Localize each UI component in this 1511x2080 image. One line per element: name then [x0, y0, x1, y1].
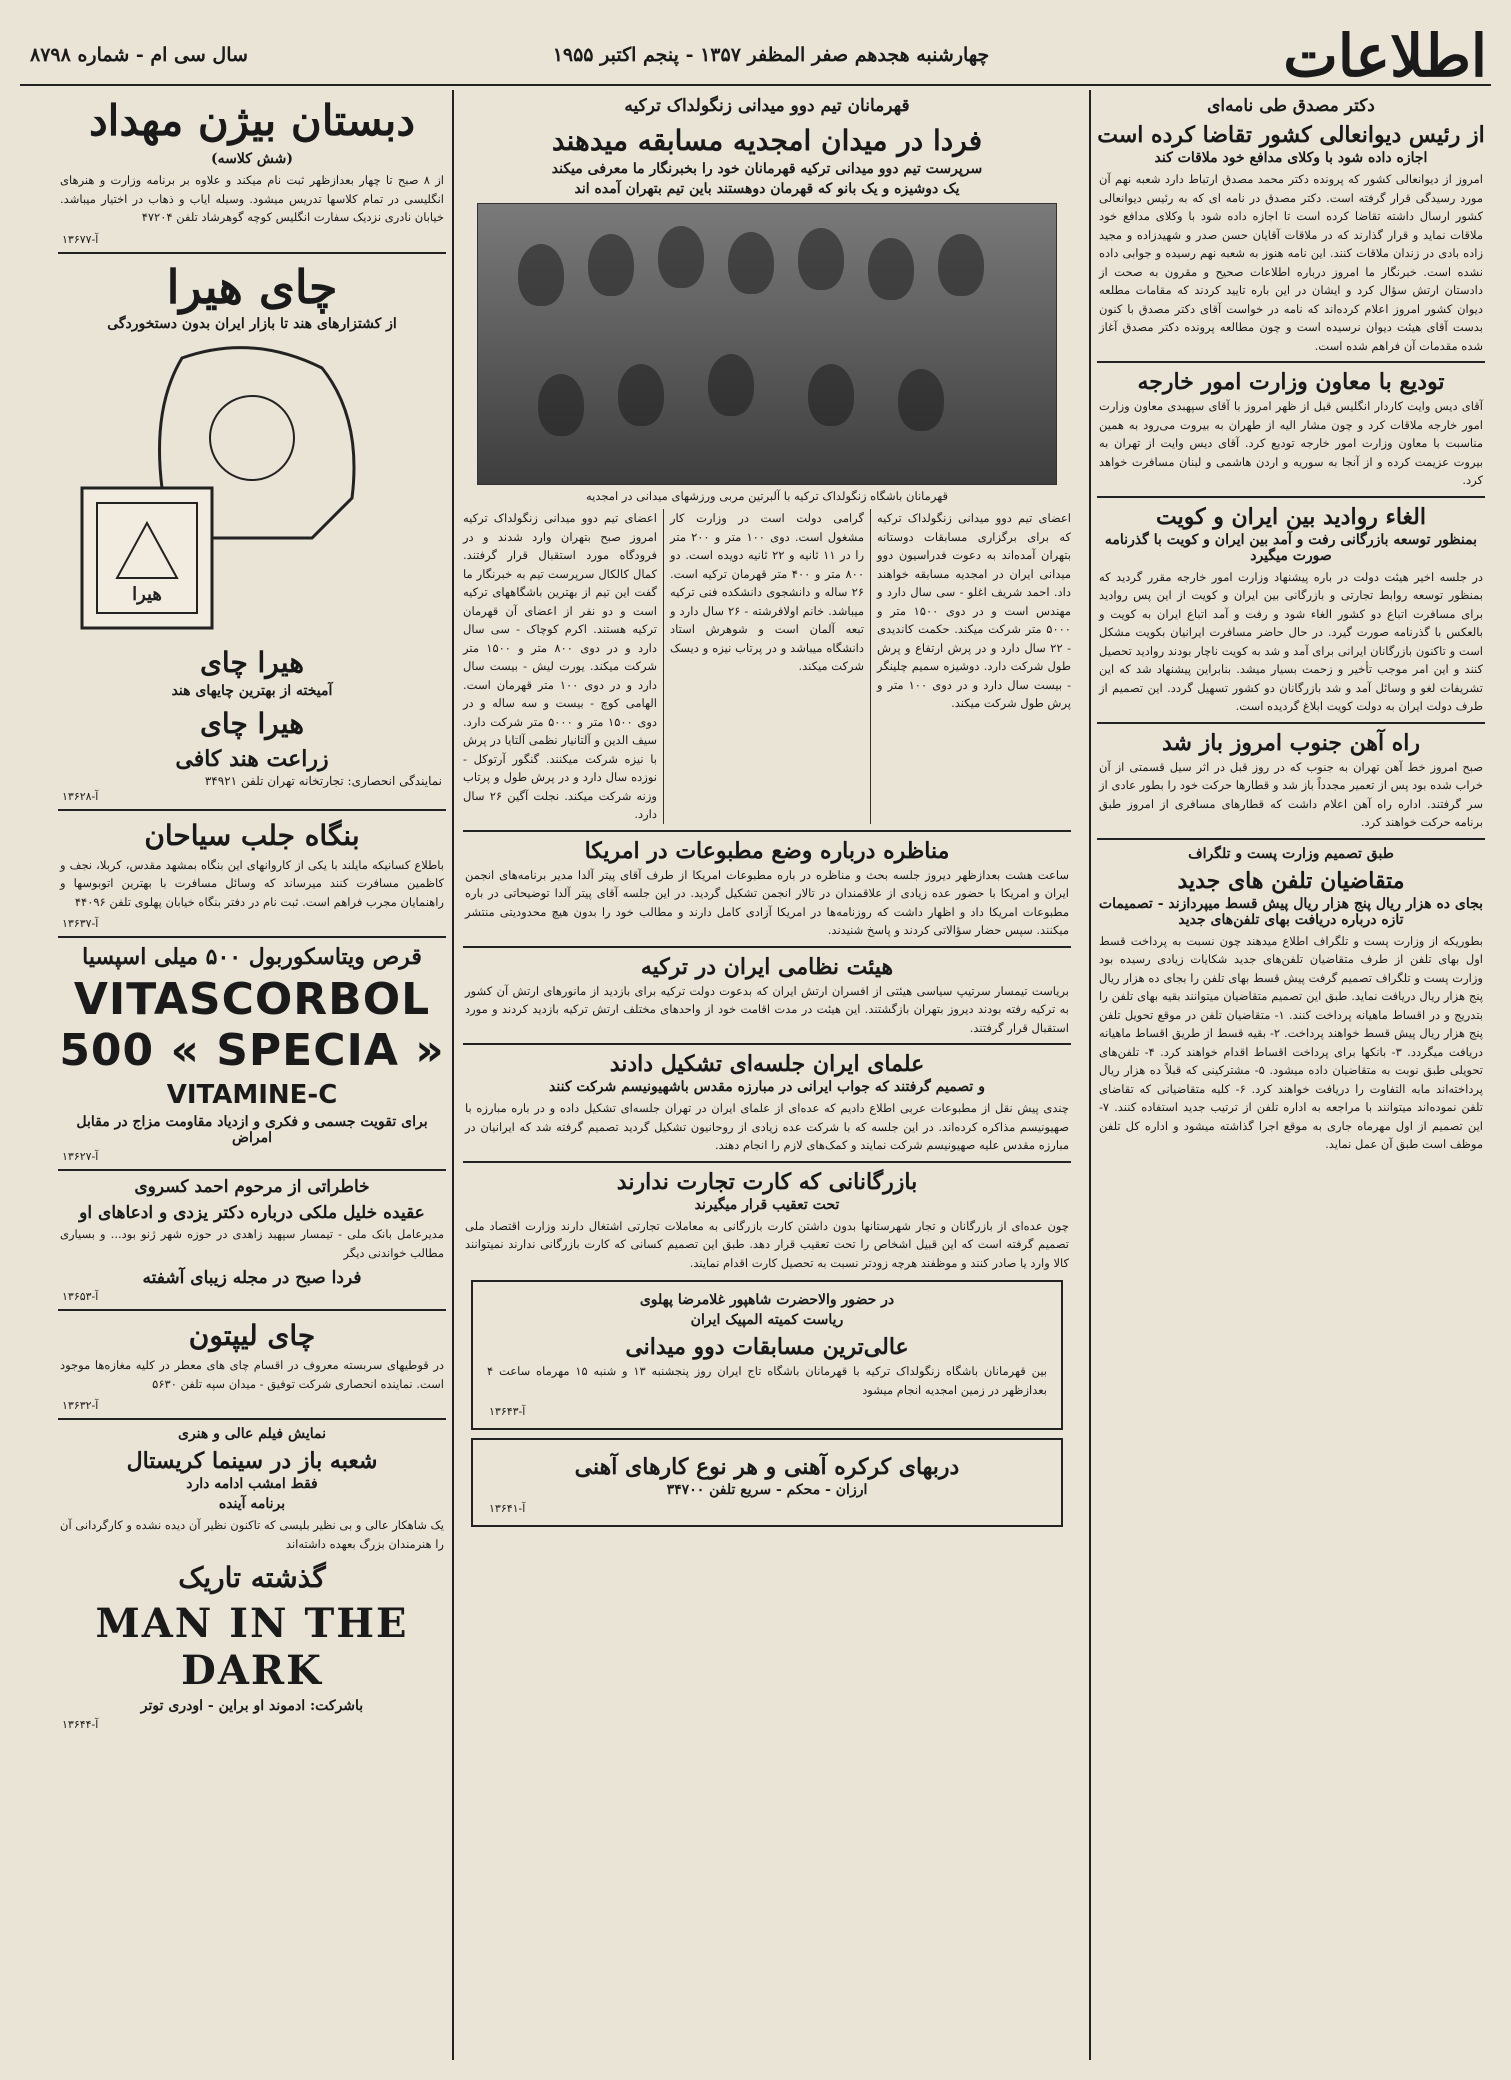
memoir-title-2: عقیده خلیل ملکی درباره دکتر یزدی و ادعاهای او	[79, 1203, 425, 1223]
event-ad	[471, 1280, 1063, 1430]
doors-code: آ-۱۳۶۴۱	[489, 1502, 526, 1515]
cinema-film-title: گذشته تاریک	[178, 1561, 326, 1594]
tourism-headline: بنگاه جلب سیاحان	[144, 818, 360, 852]
tea-code: آ-۱۳۶۲۸	[62, 789, 99, 803]
tea-woman-and-box-icon	[62, 338, 442, 638]
cinema-line-1: فقط امشب ادامه دارد	[186, 1476, 318, 1492]
tea-agent: نمایندگی انحصاری: تجارتخانه تهران تلفن ۳۴۹۲۱	[204, 773, 442, 788]
lipton-code: آ-۱۳۶۳۲	[62, 1399, 99, 1412]
clergy-body: چندی پیش نقل از مطبوعات عربی اطلاع دادیم که عده‌ای از علمای ایران در تهران جلسه‌ای تشکیل داده و در باره مبارزه با صهیونیسم مذاکره کرده‌اند. در این جلسه که با شرکت عده زیادی از روحانیون تشکیل گردید تصمیم گرفته شد که ایرانیان در مبارزه مقدس علیه صهیونیسم شرکت نمایند و کمک‌های لازم را انجام دهند.	[465, 1101, 1069, 1152]
cinema-cast: باشرکت: ادموند او براین - اودری توتر	[140, 1698, 364, 1714]
divider	[58, 252, 446, 254]
memoir-title-1: خاطراتی از مرحوم احمد کسروی	[134, 1177, 370, 1197]
debate-body: ساعت هشت بعدازظهر دیروز جلسه بحث و مناظره در باره مطبوعات امریکا از طرف آقای پیتر آلدا مدیر برنامه‌های انجمن ایران و امریکا با حضور عده زیادی از علاقمندان در تالار انجمن تشکیل گردید. در این جلسه آقای پیتر آلدا توضیحاتی در باره مطبوعات امریکا داد و اظهار داشت که روزنامه‌ها در امریکا آزادی کامل دارند و مطالب خود را بدون هیچ محدودیتی منتشر میکنند. سپس حضار سؤالاتی کردند و پاسخ شنیدند.	[465, 867, 1069, 937]
telephone-body: بطوریکه از وزارت پست و تلگراف اطلاع میدهند چون نسبت به پرداخت قسط اول بهای تلفن از طرف متقاضیان تلفن‌های جدید شکایات زیادی رسیده بود وزارت پست و تلگراف تصمیم گرفت پیش قسط بهای تلفن را بجای ده هزار ریال پنج هزار ریال دریافت نماید. طبق این تصمیم متقاضیان میتوانند بقیه بهای تلفن را بتدریج و در اقساط ماهیانه پرداخت کنند. ۱- متقاضیان تلفن در موقع تحویل تلفن پنج هزار ریال پیش قسط خواهند پرداخت. ۲- بقیه قسط از طریق اقساط ماهیانه دریافت میگردد. ۳- بانکها برای پرداخت اقساط اقدام خواهند کرد. ۴- تلفن‌های تحویلی طبق نوبت به متقاضیان داده میشود. ۵- مشترکینی که قبلاً ده هزار ریال پرداخته‌اند مابه التفاوت را دریافت خواهند کرد. ۶- کلیه متقاضیانی که تقاضای تلفن نموده‌اند میتوانند با مراجعه به اداره تلفن از ترتیب جدید استفاده کنند. ۷- این تصمیم از اول مهرماه جاری به موقع اجرا گذاشته میشود و اداره کل تلفن موظف است طبق آن عمل نماید.	[1099, 933, 1484, 1151]
mossadegh-subhead: اجازه داده شود با وکلای مدافع خود ملاقات کند	[1154, 150, 1428, 166]
debate-headline: مناظره درباره وضع مطبوعات در امریکا	[584, 837, 950, 864]
memoir-bottom: فردا صبح در مجله زیبای آشفته	[142, 1268, 362, 1288]
divider	[1097, 496, 1485, 498]
farewell-body: آقای دیس وایت کاردار انگلیس قبل از ظهر امروز با آقای سپهبدی معاون وزارت امور خارجه ملاقات کرد و چون مشار الیه از طهران به بیروت می‌رود به همین مناسبت با معاون وزارت امور خارجه تودیع کرد. آقای دیس وایت از تهران به بیروت عزیمت کرده و از آنجا به سوریه و اردن هاشمی و لبنان مسافرت خواهد کرد.	[1099, 399, 1483, 487]
divider	[463, 1043, 1071, 1045]
tea-tagline: از کشتزارهای هند تا بازار ایران بدون دستخوردگی	[107, 315, 397, 332]
cinema-line-2: برنامه آینده	[218, 1496, 286, 1512]
mossadegh-kicker: دکتر مصدق طی نامه‌ای	[1207, 96, 1375, 116]
tourism-code: آ-۱۳۶۳۷	[62, 917, 99, 930]
tea-sole: زراعت هند کافی	[175, 745, 329, 772]
left-column	[52, 90, 454, 2060]
divider	[58, 1169, 446, 1171]
event-code: آ-۱۳۶۴۳	[489, 1405, 526, 1418]
memoir-code: آ-۱۳۶۵۳	[62, 1290, 99, 1303]
divider	[58, 936, 446, 938]
doors-ad	[471, 1438, 1063, 1527]
tea-name-2: هیرا چای	[200, 706, 304, 740]
railway-headline: راه آهن جنوب امروز باز شد	[1161, 729, 1421, 756]
merchants-headline: بازرگانانی که کارت تجارت ندارند	[616, 1168, 918, 1195]
newspaper-title: اطلاعات	[1283, 22, 1487, 90]
issue-number: سال سی ام - شماره ۸۷۹۸	[30, 44, 248, 66]
divider	[58, 1309, 446, 1311]
telephone-subhead: بجای ده هزار ریال پنج هزار ریال پیش قسط میپردازند - تصمیمات تازه درباره دریافت بهای تلفن‌های جدید	[1098, 895, 1484, 928]
athletics-headline: فردا در میدان امجدیه مسابقه میدهند	[551, 124, 983, 157]
kuwait-subhead: بمنظور توسعه بازرگانی رفت و آمد بین ایران و کویت با گذرنامه صورت میگیرد	[1104, 531, 1478, 564]
kuwait-body: در جلسه اخیر هیئت دولت در باره پیشنهاد وزارت امور خارجه مقرر گردید که بمنظور توسعه روابط تجارتی و بازرگانی بین ایران و کویت از این پس روادید برای مسافرت اتباع دو کشور الغاء شود و رفت و آمد اتباع ایران به کویت و بالعکس با گذرنامه صورت گیرد. در حال حاضر مسافرت ایرانیان بکویت مشکل است و تاکنون بازرگانان ایرانی برای آمد و شد به کویت ناچار بودند روادید تحصیل کنند و این امر موجب تأخیر و زحمت بسیار میشد. بنابراین پیشنهاد شد که این تشریفات لغو و وسائل آمد و شد بازرگانان دو کشور تسهیل گردد. این تصمیم از طرف دولت ایران به دولت کویت ابلاغ گردیده است.	[1099, 569, 1483, 713]
team-photo	[477, 203, 1057, 485]
event-title-1: در حضور والاحضرت شاهپور غلامرضا پهلوی	[639, 1292, 895, 1308]
event-headline: عالی‌ترین مسابقات دوو میدانی	[625, 1334, 909, 1360]
merchants-body: چون عده‌ای از بازرگانان و تجار شهرستانها بدون داشتن کارت بازرگانی به معاملات تجارتی اشتغال دارند وزارت اقتصاد ملی تصمیم گرفته است که این قبیل اشخاص را تحت تعقیب قرار دهد. طبق این تصمیم کسانی که کارت بازرگانی ندارند نمیتوانند کالا وارد یا صادر کنند و موظفند هرچه زودتر نسبت به تحصیل کارت اقدام نمایند.	[465, 1218, 1069, 1270]
tea-illustration	[62, 338, 442, 638]
clergy-subhead: و تصمیم گرفتند که جواب ایرانی در مبارزه مقدس باشهیونیسم شرکت کنند	[549, 1079, 985, 1095]
cinema-kicker: نمایش فیلم عالی و هنری	[178, 1426, 326, 1442]
divider	[1097, 722, 1485, 724]
school-subhead: (شش کلاسه)	[211, 151, 293, 167]
memoir-body: مدیرعامل بانک ملی - تیمسار سپهبد زاهدی در حوزه شهر ژنو بود... و بسیاری مطالب خواندنی دیگر	[60, 1227, 444, 1260]
vitascorbol-code: آ-۱۳۶۲۷	[62, 1150, 99, 1163]
cinema-body: یک شاهکار عالی و بی نظیر بلیسی که تاکنون نظیر آن دیده نشده و کارگردانی آن را هنرمندان بزرگ بعهده داشته‌اند	[60, 1518, 444, 1551]
vitascorbol-persian: قرص ویتاسکوربول ۵۰۰ میلی اسپسیا	[82, 944, 422, 970]
mission-headline: هیئت نظامی ایران در ترکیه	[640, 953, 894, 980]
divider	[1097, 838, 1485, 840]
railway-body: صبح امروز خط آهن تهران به جنوب که در روز قبل در اثر سیل قسمتی از آن خراب شده بود پس از تعمیر مجدداً باز شد و قطارها حرکت خود را بطور عادی از سر گرفتند. اداره راه آهن اعلام داشت که قطارهای مسافری از امروز طبق برنامه حرکت خواهند کرد.	[1099, 759, 1483, 829]
mossadegh-headline: از رئیس دیوانعالی کشور تقاضا کرده است	[1097, 122, 1485, 148]
tea-line-2: آمیخته از بهترین چایهای هند	[171, 682, 333, 699]
divider	[1097, 361, 1485, 363]
telephone-kicker: طبق تصمیم وزارت پست و تلگراف	[1188, 845, 1394, 862]
mission-body: بریاست تیمسار سرتیپ سیاسی هیئتی از افسران ارتش ایران که بدعوت دولت ترکیه برای بازدید از مانورهای ارتش آن کشور به ترکیه رفته بودند دیروز بتهران بازگشتند. این هیئت در مدت اقامت خود از واحدهای مختلف ارتش ترکیه بازدید کردند و مورد استقبال قرار گرفتند.	[465, 983, 1069, 1035]
athletics-column-1: اعضای تیم دوو میدانی زنگولداک ترکیه که برای برگزاری مسابقات دوستانه بتهران آمده‌اند به دعوت فدراسیون دوو میدانی ایران در امجدیه مسابقه خواهند داد. احمد شریف اغلو - سی سال دارد و مهندس است و در دوی ۱۵۰۰ متر و ۵۰۰۰ متر شرکت میکند. حکمت کاندیدی - ۲۲ سال دارد و در پرش ارتفاع و پرش طول شرکت دارد. دوشیزه سمیم چلینگر - بیست سال دارد و در دوی ۱۰۰ متر و پرش طول شرکت میکند.	[877, 511, 1072, 710]
athletics-subhead-1: سرپرست تیم دوو میدانی ترکیه قهرمانان خود را بخبرنگار ما معرفی میکند	[551, 161, 983, 177]
tourism-body: باطلاع کسانیکه مایلند با یکی از کاروانهای این بنگاه بمشهد مقدس، کربلا، نجف و کاظمین مسافرت کنند میرساند که وسائل مسافرت با بهترین اتوبوسها و راهنمایان مجرب فراهم است. ثبت نام در دفتر بنگاه خیابان پهلوی تلفن ۴۴۰۹۶	[60, 857, 444, 909]
merchants-subhead: تحت تعقیب قرار میگیرند	[694, 1196, 840, 1213]
clergy-headline: علمای ایران جلسه‌ای تشکیل دادند	[609, 1051, 925, 1077]
divider	[463, 946, 1071, 948]
middle-column	[457, 90, 1077, 2060]
school-code: آ-۱۳۶۷۷	[62, 232, 99, 246]
school-headline: دبستان بیژن مهداد	[88, 96, 416, 145]
photo-caption: قهرمانان باشگاه زنگولداک ترکیه با آلبرتین مربی ورزشهای میدانی در امجدیه	[585, 489, 948, 503]
cinema-film-latin: MAN IN THE DARK	[95, 1600, 409, 1694]
farewell-headline: تودیع با معاون وزارت امور خارجه	[1137, 369, 1445, 395]
issue-date: چهارشنبه هجدهم صفر المظفر ۱۳۵۷ - پنجم اکتبر ۱۹۵۵	[552, 44, 990, 66]
masthead	[20, 22, 1491, 90]
tea-box-label: هیرا	[132, 583, 162, 605]
athletics-column-2: گرامی دولت است در وزارت کار مشغول است. دوی ۱۰۰ متر و ۲۰۰ متر را در ۱۱ ثانیه و ۲۲ ثانیه دویده است. دو ۸۰۰ متر و ۴۰۰ متر قهرمان ترکیه است. ۲۶ ساله و دانشجوی دانشکده فنی ترکیه میباشد. خانم اولافرشته - ۲۶ سال دارد و تبعه آلمان است و شوهرش استاد دانشگاه میباشد و در پرتاب نیزه و دیسک شرکت میکند.	[664, 509, 871, 824]
divider	[58, 809, 446, 811]
divider	[463, 1161, 1071, 1163]
doors-body: ارزان - محکم - سریع تلفن ۳۴۷۰۰	[666, 1482, 868, 1498]
tea-brand: چای هیرا	[166, 259, 338, 314]
tea-name-1: هیرا چای	[200, 645, 304, 679]
lipton-body: در قوطیهای سربسته معروف در اقسام چای های معطر در کلیه مغازه‌ها موجود است. نماینده انحصاری شرکت توفیق - میدان سپه تلفن ۵۶۳۰	[60, 1358, 444, 1391]
right-column	[1089, 90, 1491, 2060]
athletics-column-3: اعضای تیم دوو میدانی زنگولداک ترکیه امروز صبح بتهران وارد شدند و در فرودگاه مورد استقبال قرار گرفتند. کمال کالکال سرپرست تیم به خبرنگار ما گفت این تیم از بهترین باشگاههای ترکیه است و دو نفر از اعضای آن قهرمان ترکیه هستند. اکرم کوچاک - سی سال دارد و در دوی ۸۰۰ متر و ۱۵۰۰ متر شرکت میکند. یورت لیش - بیست سال دارد و در دوی ۱۰۰ متر قهرمان است. الهامی کوچ - بیست و سه ساله و در دوی ۱۵۰۰ متر و ۵۰۰۰ متر شرکت دارد. سیف الدین و آلتانیار نظمی آلتایا در پرش با نیزه شرکت میکنند. گنگور آرتوکل - نوزده سال دارد و در پرش طول و پرتاب وزنه شرکت میکند. نجلت آگین ۲۶ سال دارد.	[457, 509, 664, 824]
doors-headline: دربهای کرکره آهنی و هر نوع کارهای آهنی	[574, 1454, 960, 1480]
divider	[463, 830, 1071, 832]
school-body: از ۸ صبح تا چهار بعدازظهر ثبت نام میکند و علاوه بر برنامه وزارت و هنرهای انگلیسی در تمام کلاسها تدریس میشود. وسیله ایاب و ذهاب در اختیار میباشد. خیابان نادری نزدیک سفارت انگلیس کوچه گوهرشاد تلفن ۴۷۲۰۴	[60, 173, 444, 224]
vitascorbol-note: برای تقویت جسمی و فکری و ازدیاد مقاومت مزاج در مقابل امراض	[76, 1114, 428, 1146]
cinema-headline: شعبه باز در سینما کریستال	[126, 1448, 378, 1474]
event-title-2: ریاست کمیته المپیک ایران	[690, 1312, 844, 1328]
event-body: بین قهرمانان باشگاه زنگولداک ترکیه با قهرمانان باشگاه تاج ایران روز پنجشنبه ۱۳ و شنبه ۱۵ مهرماه ساعت ۴ بعدازظهر در زمین امجدیه انجام میشود	[487, 1364, 1047, 1397]
lipton-headline: چای لیپتون	[188, 1319, 316, 1352]
kuwait-headline: الغاء روادید بین ایران و کویت	[1156, 503, 1426, 530]
divider	[58, 1418, 446, 1420]
telephone-headline: متقاضیان تلفن های جدید	[1177, 867, 1405, 894]
vitascorbol-latin: VITASCORBOL 500 « SPECIA »	[59, 974, 445, 1076]
vitamine-c: VITAMINE-C	[166, 1080, 338, 1110]
athletics-kicker: قهرمانان تیم دوو میدانی زنگولداک ترکیه	[624, 96, 910, 116]
cinema-code: آ-۱۳۶۴۴	[62, 1718, 99, 1731]
athletics-subcolumns	[457, 509, 1077, 824]
athletics-subhead-2: یک دوشیزه و یک بانو که قهرمان دوهستند باین تیم بتهران آمده اند	[574, 181, 960, 197]
mossadegh-body: امروز از دیوانعالی کشور که پرونده دکتر محمد مصدق ارتباط دارد شعبه نهم آن مورد رسیدگی قرار گرفته است. دکتر مصدق در نامه ای که به رئیس دیوانعالی کشور ارسال داشته تقاضا کرده است تا اجازه داده شود با وکلای مدافع خود ملاقات نماید و قرار گذارند که در ملاقات آقایان حسن صدر و شهیدزاده و مجید زاده بادی در زندان ملاقات کنند. این نامه هنوز به شعبه نهم رسیده و جوابی داده نشده است. خبرنگار ما امروز درباره اطلاعات صحیح و مقرون به صحت از دادستان ارتش سؤال کرد و ایشان در این باره تایید کردند که مقامات مطلعه دیوان کشور امروز اعلام کرده‌اند که نامه در خواست آقای دکتر مصدق با کنون بدست آقای هیئت دیوان نرسیده است و چون مطالعه پرونده دکتر مصدق آغاز شده مقدمات آن فراهم شده است.	[1099, 172, 1483, 353]
